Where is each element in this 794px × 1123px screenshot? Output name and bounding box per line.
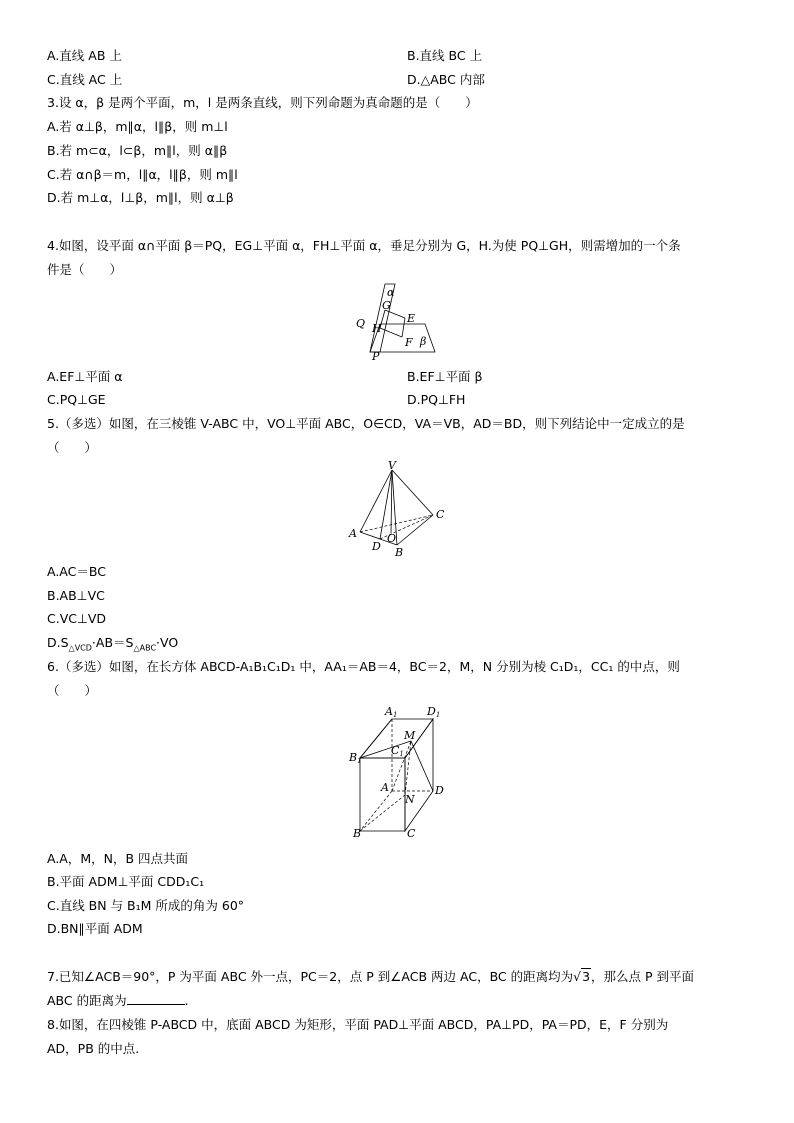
q3-stem: 3.设 α，β 是两个平面，m，l 是两条直线，则下列命题为真命题的是（ ）: [47, 95, 478, 110]
q5-stem-line2: （ ）: [47, 440, 98, 455]
q6-figure: [345, 703, 455, 843]
q3-option-d: D.若 m⊥α，l⊥β，m∥l，则 α⊥β: [47, 190, 234, 205]
label-c: C: [436, 508, 445, 521]
q4-option-a: A.EF⊥平面 α: [47, 369, 123, 384]
sqrt-3: √3: [573, 969, 591, 984]
label-c: C: [407, 827, 416, 840]
label-n: N: [405, 793, 415, 806]
label-g: G: [382, 299, 391, 312]
q5-option-d: $D.S_{\triangle VCD}\cdot AB=S_{\triangle ABC}\cdot VO$: [47, 635, 179, 653]
q6-option-c: C.直线 BN 与 B₁M 所成的角为 60°: [47, 898, 245, 913]
label-m: M: [404, 729, 416, 742]
q6-option-d: D.BN∥平面 ADM: [47, 921, 143, 936]
label-d1: D1: [427, 705, 441, 719]
q8-stem-line1: 8.如图，在四棱锥 P-ABCD 中，底面 ABCD 为矩形，平面 PAD⊥平面 ABCD，PA⊥PD，PA＝PD，E，F 分别为: [47, 1017, 669, 1032]
q6-stem-line2: （ ）: [47, 683, 98, 698]
label-b: B: [395, 546, 404, 559]
answer-blank[interactable]: [127, 992, 185, 1005]
q5-stem-line1: 5.（多选）如图，在三棱锥 V-ABC 中，VO⊥平面 ABC，O∈CD，VA＝VB，AD＝BD，则下列结论中一定成立的是: [47, 416, 685, 431]
label-a1: A1: [385, 705, 398, 719]
q5-option-c: C.VC⊥VD: [47, 611, 107, 626]
label-alpha: α: [387, 286, 395, 299]
label-d: D: [372, 540, 381, 553]
label-a: A: [381, 781, 389, 794]
label-b: B: [353, 827, 362, 840]
q6-stem-line1: 6.（多选）如图，在长方体 ABCD-A₁B₁C₁D₁ 中，AA₁＝AB＝4，BC＝2，M，N 分别为棱 C₁D₁，CC₁ 的中点，则: [47, 659, 680, 674]
q4-stem-line2: 件是（ ）: [47, 262, 123, 277]
q5-figure: [345, 460, 450, 560]
q2-option-d: D.△ABC 内部: [407, 72, 485, 87]
q4-option-d: D.PQ⊥FH: [407, 392, 466, 407]
q6-option-a: A.A，M，N，B 四点共面: [47, 851, 189, 866]
label-o: O: [387, 532, 397, 545]
label-beta: β: [420, 335, 427, 348]
q8-stem-line2: AD，PB 的中点.: [47, 1041, 140, 1056]
label-q: Q: [356, 317, 366, 330]
label-h: H: [372, 322, 382, 335]
label-d: D: [435, 784, 444, 797]
segment-ef: [402, 318, 405, 337]
label-e: E: [407, 312, 416, 325]
q7-stem-line1: 7.已知∠ACB＝90°，P 为平面 ABC 外一点，PC＝2，点 P 到∠ACB 两边 AC，BC 的距离均为√3，那么点 P 到平面: [47, 969, 695, 984]
q3-option-a: A.若 α⊥β，m∥α，l∥β，则 m⊥l: [47, 119, 228, 134]
q4-stem-line1: 4.如图，设平面 α∩平面 β＝PQ，EG⊥平面 α，FH⊥平面 α，垂足分别为 G，H.为使 PQ⊥GH，则需增加的一个条: [47, 238, 681, 253]
q6-option-b: B.平面 ADM⊥平面 CDD₁C₁: [47, 874, 205, 889]
q5-option-b: B.AB⊥VC: [47, 588, 105, 603]
q4-figure: [350, 282, 450, 362]
q7-stem-line2: ABC 的距离为 .: [47, 993, 189, 1008]
label-a: A: [349, 527, 357, 540]
q3-option-b: B.若 m⊂α，l⊂β，m∥l，则 α∥β: [47, 143, 228, 158]
q2-option-a: A.直线 AB 上: [47, 48, 122, 63]
q4-option-c: C.PQ⊥GE: [47, 392, 106, 407]
q2-option-b: B.直线 BC 上: [407, 48, 483, 63]
label-b1: B1: [349, 751, 362, 765]
label-c1: C1: [391, 744, 404, 758]
q2-option-c: C.直线 AC 上: [47, 72, 123, 87]
label-v: V: [388, 460, 396, 472]
label-p: P: [372, 350, 380, 362]
q3-option-c: C.若 α∩β＝m，l∥α，l∥β，则 m∥l: [47, 167, 238, 182]
label-f: F: [405, 336, 413, 349]
q5-option-a: A.AC＝BC: [47, 564, 106, 579]
q4-option-b: B.EF⊥平面 β: [407, 369, 483, 384]
